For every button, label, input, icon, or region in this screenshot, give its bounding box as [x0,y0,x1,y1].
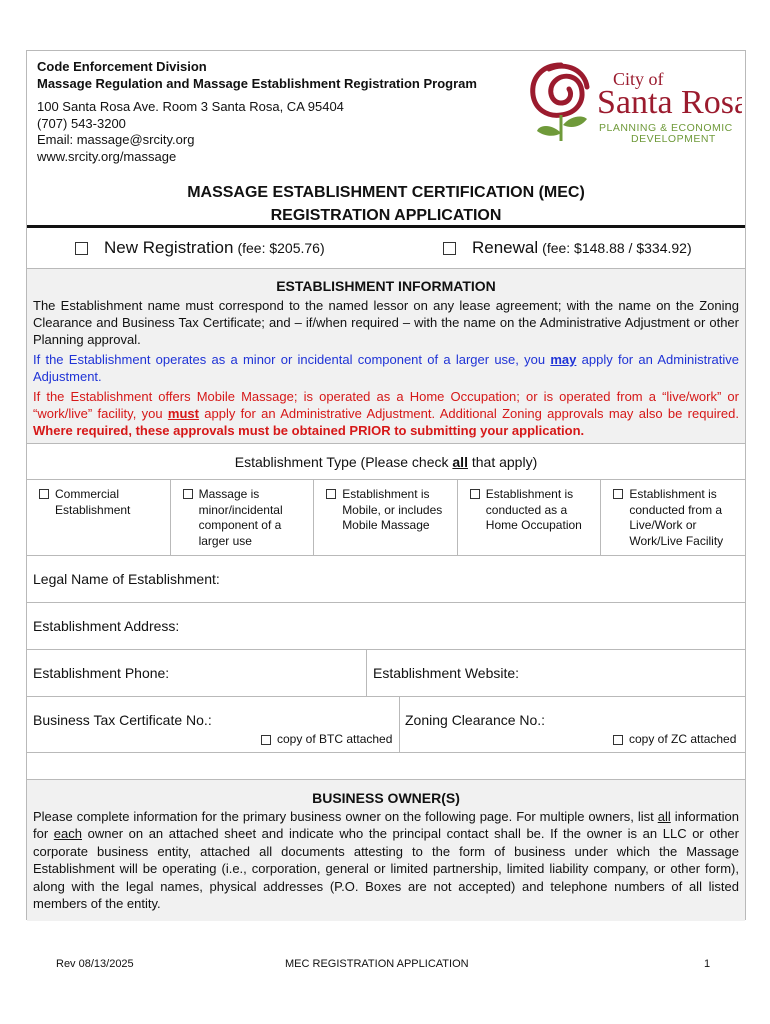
renewal-checkbox[interactable] [443,242,456,255]
office-email: Email: massage@srcity.org [37,132,195,147]
type-checkbox[interactable] [326,489,336,499]
prior-approval-warning: Where required, these approvals must be obtained PRIOR to submitting your application. [33,423,585,438]
title-line2: REGISTRATION APPLICATION [270,207,502,224]
logo-city-of: City of [613,69,664,89]
btc-label: Business Tax Certificate No.: [33,712,212,728]
renewal-option[interactable] [443,238,692,258]
footer-page-number: 1 [704,958,711,970]
type-checkbox[interactable] [39,489,49,499]
new-registration-option[interactable] [75,238,325,258]
type-option-mobile[interactable]: Establishment is Mobile, or includes Mobile Massage [314,480,458,556]
btc-attached-checkbox[interactable] [261,735,271,745]
info-para-minor-use: If the Establishment operates as a minor or incidental component of a larger use, you may apply for an Administrative Adjustment. [33,352,740,384]
logo-dept-line2: DEVELOPMENT [631,133,716,145]
zc-attached-option[interactable]: copy of ZC attached [611,732,736,746]
zc-label: Zoning Clearance No.: [405,712,546,728]
form-title [27,181,745,227]
division-name: Code Enforcement Division [37,59,207,74]
office-address: 100 Santa Rosa Ave. Room 3 Santa Rosa, CA 95404 [37,99,344,114]
address-label: Establishment Address: [33,618,180,634]
legal-name-field[interactable] [27,556,745,603]
spacer-row [27,753,745,780]
renewal-label: Renewal [472,238,539,257]
phone-label: Establishment Phone: [33,665,170,681]
must-emphasis: must [167,406,199,421]
may-emphasis: may [550,352,577,367]
btc-zc-row [27,697,745,753]
logo-city-name: Santa Rosa [597,84,742,121]
info-para-name: The Establishment name must correspond to the named lessor on any lease agreement; with the name on the Zoning Clearance and Business Tax Certificate; and – if/when required – with the name on the Administrative Adjustment or other Planning approval. [33,298,739,347]
new-registration-fee: (fee: $205.76) [237,240,325,256]
info-para-mobile: If the Establishment offers Mobile Massage; is operated as a Home Occupation; or is operated from a “live/work” or “work/live” facility, you must apply for an Administrative Adjustment. Additional Zoning approvals may also be required. Where required, these approvals must be obtained PRIOR to submitting your application. [33,389,739,438]
business-owners-section [27,780,745,921]
establishment-type-options [27,480,745,556]
type-option-commercial[interactable]: Commercial Establishment [27,480,171,556]
business-owners-instructions: Please complete information for the primary business owner on the following page. For multiple owners, list all information for each owner on an attached sheet and indicate who the principal contact shall be. If the owner is an LLC or other corporate business entity, attached all documents attesting to the form of business under which the Massage Establishment will be operating (i.e., corporation, general or limited partnership, limited liability company, or other form), along with the legal names, physical addresses (P.O. Boxes are not accepted) and telephone numbers of all listed members of the entity. [33,809,739,912]
program-name: Massage Regulation and Massage Establishment Registration Program [37,75,477,91]
office-website: www.srcity.org/massage [37,148,177,164]
type-option-minor-use[interactable]: Massage is minor/incidental component of a larger use [171,480,315,556]
address-field[interactable] [27,603,745,650]
rose-logo-icon [527,57,742,147]
type-checkbox[interactable] [183,489,193,499]
renewal-fee: (fee: $148.88 / $334.92) [542,240,692,256]
business-owners-heading: BUSINESS OWNER(S) [312,790,460,806]
footer-revision: Rev 08/13/2025 [56,958,134,970]
logo-dept-line1: PLANNING & ECONOMIC [599,122,733,134]
establishment-info-heading: ESTABLISHMENT INFORMATION [276,278,496,294]
type-checkbox[interactable] [613,489,623,499]
new-registration-checkbox[interactable] [75,242,88,255]
type-checkbox[interactable] [470,489,480,499]
title-line1: MASSAGE ESTABLISHMENT CERTIFICATION (MEC) [187,184,585,201]
establishment-info-section [27,268,745,444]
new-registration-label: New Registration [104,238,234,257]
city-logo [527,57,742,147]
footer-doc-name: MEC REGISTRATION APPLICATION [285,958,469,970]
type-option-live-work[interactable]: Establishment is conducted from a Live/Work or Work/Live Facility [601,480,745,556]
registration-type-row [27,228,745,268]
form-page [26,50,746,920]
office-phone: (707) 543-3200 [37,115,126,131]
phone-website-row [27,650,745,697]
establishment-type-heading: Establishment Type (Please check all that apply) [27,444,745,480]
legal-name-label: Legal Name of Establishment: [33,571,220,587]
website-label: Establishment Website: [373,665,520,681]
btc-attached-option[interactable]: copy of BTC attached [259,732,392,746]
contact-block [37,59,477,165]
type-option-home-occupation[interactable]: Establishment is conducted as a Home Occupation [458,480,602,556]
zc-attached-checkbox[interactable] [613,735,623,745]
form-header [27,51,745,179]
